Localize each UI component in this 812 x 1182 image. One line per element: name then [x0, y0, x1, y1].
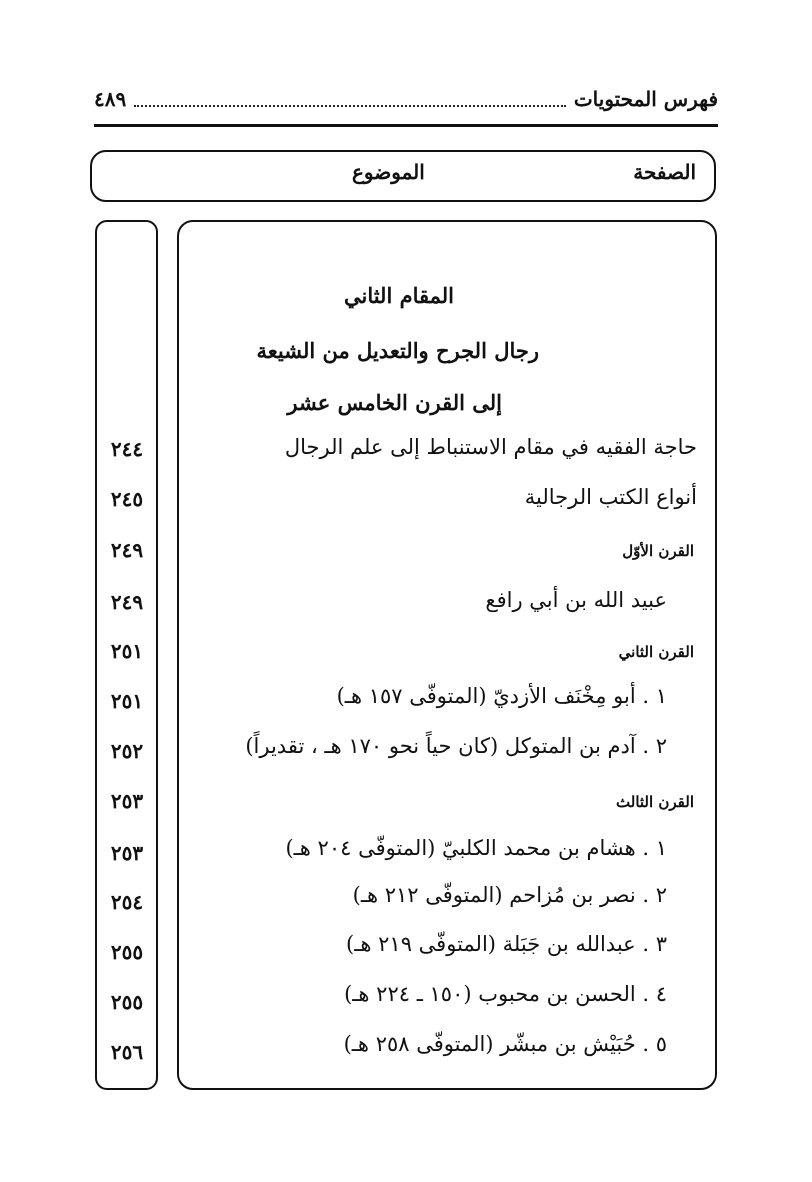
toc-page-number: ٢٤٤: [110, 437, 144, 461]
toc-page-number: ٢٥٢: [110, 739, 144, 763]
toc-entry: ٢ . آدم بن المتوكل (كان حياً نحو ١٧٠ هـ ، تقديراً): [245, 734, 667, 758]
toc-page-number: ٢٥٦: [110, 1040, 144, 1064]
column-header-topic: الموضوع: [352, 160, 425, 184]
toc-page-number: ٢٥٥: [110, 940, 144, 964]
toc-page-number: ٢٤٩: [110, 590, 144, 614]
toc-entry: ٢ . نصر بن مُزاحم (المتوفّى ٢١٢ هـ): [352, 883, 667, 907]
toc-entry: ٤ . الحسن بن محبوب (١٥٠ ـ ٢٢٤ هـ): [344, 982, 667, 1006]
toc-page-number: ٢٥٣: [110, 841, 144, 865]
header-rule: [94, 124, 718, 127]
toc-page-number: ٢٤٩: [110, 538, 144, 562]
toc-page-number: ٢٥٣: [110, 789, 144, 813]
toc-page-number: ٢٤٥: [110, 487, 144, 511]
toc-entry: ١ . هشام بن محمد الكلبيّ (المتوفّى ٢٠٤ هـ): [285, 836, 667, 860]
leader-dots: [134, 91, 566, 107]
toc-entry: عبيد الله بن أبي رافع: [485, 588, 667, 612]
toc-page-number: ٢٥١: [110, 689, 144, 713]
toc-entry: ١ . أبو مِخْنَف الأزديّ (المتوفّى ١٥٧ هـ): [336, 684, 667, 708]
century-heading: القرن الثاني: [618, 643, 694, 661]
toc-entry: ٥ . حُبَيْش بن مبشّر (المتوفّى ٢٥٨ هـ): [343, 1032, 667, 1056]
running-header-title: فهرس المحتويات: [573, 87, 718, 111]
century-heading: القرن الأوّل: [622, 542, 694, 560]
toc-page-number: ٢٥١: [110, 639, 144, 663]
toc-page-number: ٢٥٤: [110, 890, 144, 914]
toc-page-number: ٢٥٥: [110, 990, 144, 1014]
running-header: [94, 84, 718, 114]
toc-entry: ٣ . عبدالله بن جَبَلة (المتوفّى ٢١٩ هـ): [346, 932, 667, 956]
toc-entry: حاجة الفقيه في مقام الاستنباط إلى علم الرجال: [284, 435, 697, 459]
column-header: [90, 150, 716, 202]
section-title-line3: إلى القرن الخامس عشر: [287, 390, 502, 415]
century-heading: القرن الثالث: [616, 793, 694, 811]
column-header-page: الصفحة: [633, 160, 696, 184]
toc-entry: أنواع الكتب الرجالية: [524, 485, 697, 509]
section-title-line1: المقام الثاني: [343, 283, 454, 308]
section-title-line2: رجال الجرح والتعديل من الشيعة: [256, 338, 539, 363]
running-header-page-number: ٤٨٩: [94, 87, 127, 111]
